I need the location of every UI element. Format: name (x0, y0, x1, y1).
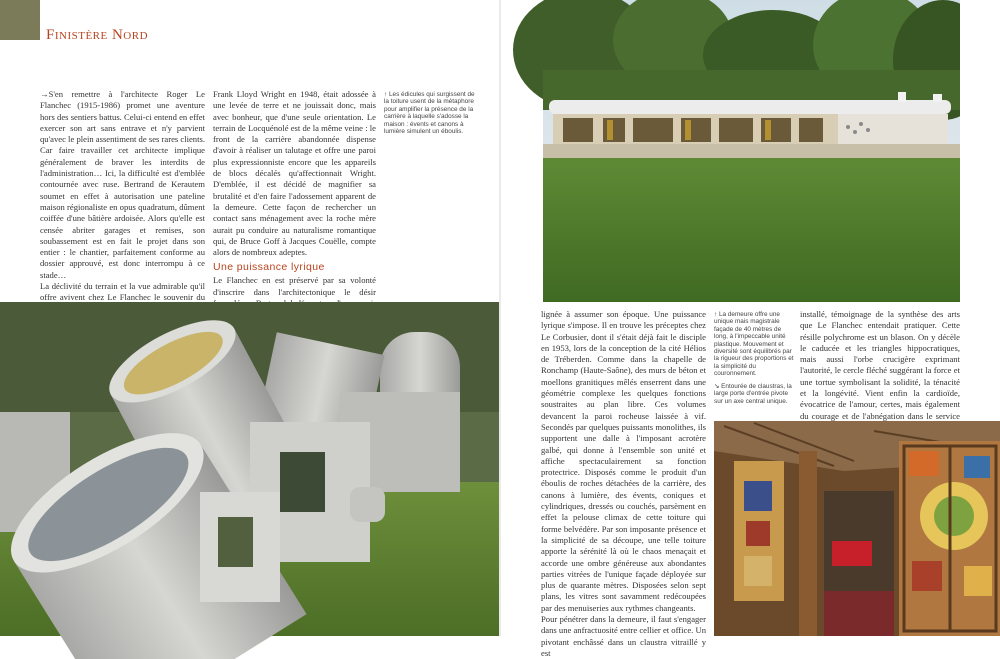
text-column-2 (213, 89, 376, 297)
section-marker-block (0, 0, 40, 40)
paragraph: installé, témoignage de la synthèse des arts que Le Flanchec entendait pratiquer. Cette résille polychrome est un blason. On y décèle le caducée et les triangles hippocratiques, mais aussi l'orbe crucigère exprimant l'autorité, le cercle fléché suggérant la force et une tortue symbolisant la solidité, la ténacité et la longévité. Vient enfin la cardioïde, évocatrice de l'amour, certes, mais également du courage et de l'abnégation dans le service (800, 309, 960, 421)
paragraph: La déclivité du terrain et la vue admirable qu'il offre avivent chez Le Flanchec le souvenir du (40, 281, 205, 303)
caption-rooftop-vents: ↑ Les édicules qui surgissent de la toiture usent de la métaphore pour amplifier la présence de la carrière à laquelle s'adosse la maison : évents et canons à lumière simulent un éboulis. (384, 91, 475, 136)
paragraph: Pour pénétrer dans la demeure, il faut s'engager dans une anfractuosité entre cellier et office. Un pivotant enchâssé dans un claustra vitraillé y est (541, 614, 706, 658)
page-gutter (499, 0, 501, 636)
page-margin (960, 0, 1000, 302)
caption-entrance-door: ↘ Entourée de claustras, la large porte d'entrée pivote sur un axe central unique. (714, 383, 792, 405)
subheading: Une puissance lyrique (213, 261, 325, 274)
text-column-3 (541, 309, 706, 658)
text-column-1 (40, 89, 205, 303)
skylights-illustration (0, 302, 499, 636)
section-title: Finistère Nord (46, 27, 149, 43)
paragraph: Frank Lloyd Wright en 1948, était adossée à une levée de terre et ne jouissait donc, mais avec bonheur, que d'une seule orientation. Le terrain de Locquénolé est de la même veine : le front de la carrière abandonnée dispense d'avoir à réaliser un talutage et offre une paroi plus expressionniste encore que les appareils de blocs décalés qu'affectionnait Wright. D'emblée, il est décidé de magnifier sa brutalité et d'en faire l'adossement apparent de la demeure. Cette façon de rechercher un contact sans ménagement avec la roche mère aurait pu conduire au naturalisme romantique qui, de Bruce Goff à Jacques Couëlle, compte alors de nombreux adeptes. (213, 89, 376, 258)
text-column-4 (800, 309, 960, 421)
paragraph: lignée à assumer son époque. Une puissance lyrique s'impose. Il en trouve les préceptes chez Le Corbusier, dont il s'était déjà fait le disciple en 1953, lors de la conception de la cité Hélios de Tréberden. Comme dans la chapelle de Ronchamp (Haute-Saône), des murs de béton et moellons granitiques mêlés enserrent dans une géométrie complexe les quelques fonctions soustraites au plan libre. Ces volumes devancent la paroi rocheuse laissée à vif. Secondés par quelques puissants monolithes, ils supportent une dalle à l'imposant acrotère galbé, qui donne à l'ensemble son unité et affiche spectaculairement sa fonction protectrice. Disposés comme le produit d'un éboulis de roches détachées de la carrière, des canons à lumière, des évents, coniques et cylindriques, dressés ou couchés, parsèment en effet la pelouse climax de cette toiture qui forme belvédère. Par son imposante présence et la simplicité de sa découpe, une telle toiture apporte la sérénité là où le chaos menaçait et accorde une ombre généreuse aux abondantes parties vitrées de l'unique façade déployée sur plus de quarante mètres. Disposées selon sept plans, les vitres sont savamment redécoupées par des menuiseries aux rythmes changeants. (541, 309, 706, 613)
caption-facade: ↑ La demeure offre une unique mais magistrale façade de 40 mètres de long, à l'impeccable unité plastique. Mouvement et diversité sont équilibrés par la rigueur des proportions et la simplicité du couronnement. (714, 311, 794, 378)
photo-entrance-interior (714, 421, 1000, 636)
paragraph: Le Flanchec en est préservé par sa volonté d'inscrire dans l'architectonique le désir (213, 275, 376, 297)
interior-illustration (714, 421, 1000, 636)
house-illustration (543, 0, 960, 302)
photo-house-facade (543, 0, 960, 302)
photo-rooftop-skylights (0, 302, 499, 636)
paragraph: →S'en remettre à l'architecte Roger Le Flanchec (1915-1986) promet une aventure hors des sentiers battus. Celui-ci entend en effet exercer son art sans entrave et n'y parvient qu'avec le plein assentiment de ses rares clients. Car faire travailler cet architecte implique généralement de braver les interdits de l'administration… Ici, la difficulté est d'emblée contournée avec ruse. Bertrand de Kerautem soumet en effet à autorisation une pateline maison régionaliste en opus quadratum, dûment coiffée d'une bâtière ardoisée. Alors qu'elle est censée abriter garages et remises, son soubassement est en fait le projet dans son entier : le chantier, parfaitement conforme au dossier approuvé, est donc interrompu à ce stade… (40, 89, 205, 280)
